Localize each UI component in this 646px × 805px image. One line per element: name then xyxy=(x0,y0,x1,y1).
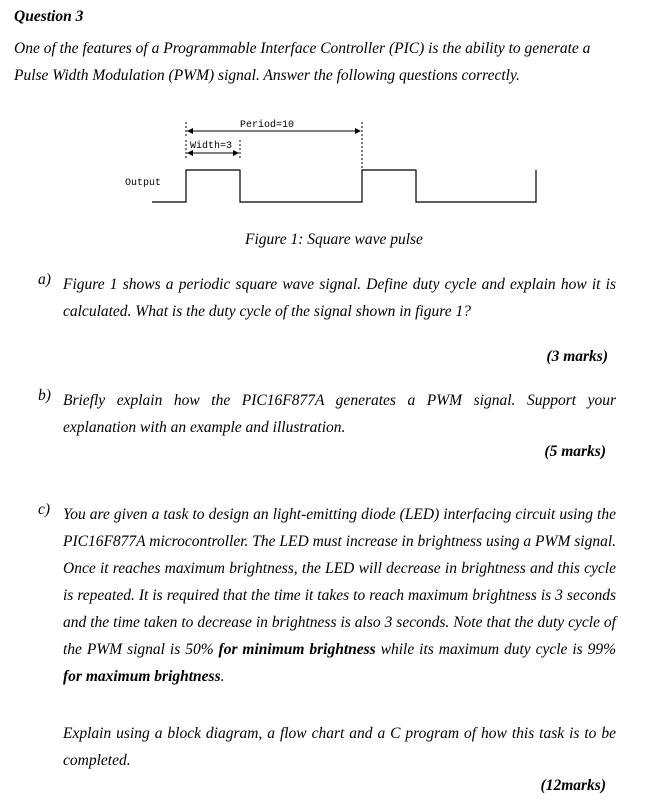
part-a-label: a) xyxy=(38,271,51,288)
part-c-label: c) xyxy=(38,501,51,518)
width-arrow-right-head xyxy=(233,150,239,156)
part-c-bold-min: for minimum brightness xyxy=(218,641,376,658)
width-label: Width=3 xyxy=(190,141,233,152)
question-title: Question 3 xyxy=(14,8,84,25)
question-intro-line-1: One of the features of a Programmable Interface Controller (PIC) is the ability to generate a xyxy=(14,40,591,57)
square-wave-figure xyxy=(0,0,646,225)
square-wave-signal xyxy=(152,170,536,202)
part-a-text: Figure 1 shows a periodic square wave signal. Define duty cycle and explain how it is calculated. What is the duty cycle of the signal shown in figure 1? xyxy=(63,276,616,320)
part-c-bold-max: for maximum brightness xyxy=(63,668,221,685)
period-arrow-left-head xyxy=(187,128,193,134)
part-c-marks: (12marks) xyxy=(540,777,606,794)
question-intro-line-2: Pulse Width Modulation (PWM) signal. Answer the following questions correctly. xyxy=(14,67,520,84)
part-c-paragraph-1 xyxy=(63,501,616,690)
part-c-text-2: while its maximum duty cycle is 99% xyxy=(380,641,617,658)
part-c-period: . xyxy=(220,668,225,685)
output-label: Output xyxy=(125,178,162,189)
part-c-paragraph-2: Explain using a block diagram, a flow chart and a C program of how this task is to be completed. xyxy=(63,725,616,769)
part-b-label: b) xyxy=(38,387,51,404)
part-a-marks: (3 marks) xyxy=(546,348,608,365)
part-b-marks: (5 marks) xyxy=(544,443,606,460)
period-label: Period=10 xyxy=(240,120,295,131)
period-arrow-right-head xyxy=(355,128,361,134)
part-c-body xyxy=(63,501,616,690)
part-c-text-1: You are given a task to design an light-emitting diode (LED) interfacing circuit using the PIC16F877A microcontroller. The LED must increase in brightness using a PWM signal. Once it reaches maximum brightness, the LED will decrease in brightness and this cycle is repeated. It is required that the time it takes to reach maximum brightness is 3 seconds and the time taken to decrease in brightness is also 3 seconds. Note that the duty cycle of the PWM signal is 50% xyxy=(63,506,616,658)
part-b-text: Briefly explain how the PIC16F877A generates a PWM signal. Support your explanation with an example and illustration. xyxy=(63,392,616,436)
figure-caption: Figure 1: Square wave pulse xyxy=(245,231,423,248)
